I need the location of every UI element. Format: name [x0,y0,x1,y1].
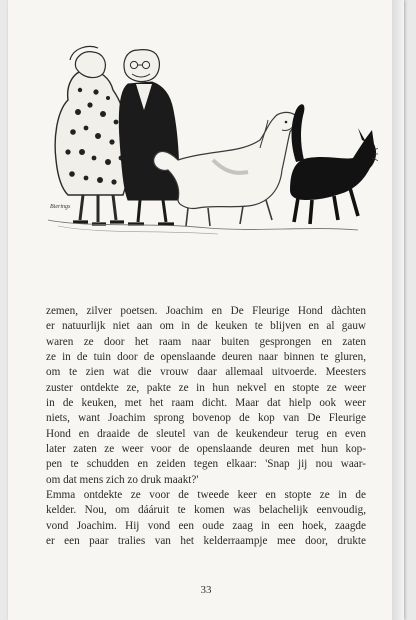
body-line: in de keuken, met het raam dicht. Maar dat hielp ook weer [46,397,366,410]
body-line: waren ze door het raam naar buiten gesprongen en zaten [46,335,366,348]
body-line: er natuurlijk niet aan om in de keuken te blijven en al gauw [46,320,366,333]
book-page [8,0,404,620]
body-line: later zaten ze weer voor de openslaande deuren met hun kop- [46,443,366,456]
woman-figure [55,47,130,225]
body-line: om dat mens zich zo druk maakt?' [46,473,199,486]
body-line: vond Joachim. Hij vond een oude zaag in een hoek, zaagde [46,519,366,532]
body-line: Hond en draaide de sleutel van de keukendeur terug en even [46,427,366,440]
body-line: zuster ontdekte ze, pakte ze in hun nekvel en stopte ze weer [46,381,366,394]
page-number: 33 [200,584,212,596]
cat [290,104,378,224]
body-text [46,304,366,550]
body-line: kelder. Nou, om dááruit te komen was belachelijk eenvoudig, [46,504,366,517]
artist-signature: Bierings [50,204,71,210]
body-line: ze in de tuin door de openslaande deuren naar binnen te gluren, [46,351,366,364]
body-line: om te zien wat die vrouw daar allemaal uitvoerde. Meesters [46,366,366,379]
body-line: pen te schudden en zeiden tegen elkaar: 'Snap jij nou waar- [46,458,366,471]
body-line: er een paar tralies van het kelderraampje mee door, drukte [46,535,366,548]
body-line: niets, want Joachim sprong bovenop de kop van De Fleurige [46,412,366,425]
page-edge [392,0,404,620]
body-line: Emma ontdekte ze voor de tweede keer en stopte ze in de [46,489,366,502]
man-figure [119,50,178,224]
body-line: zemen, zilver poetsen. Joachim en De Fleurige Hond dàchten [46,305,366,317]
ink-illustration [28,40,378,240]
